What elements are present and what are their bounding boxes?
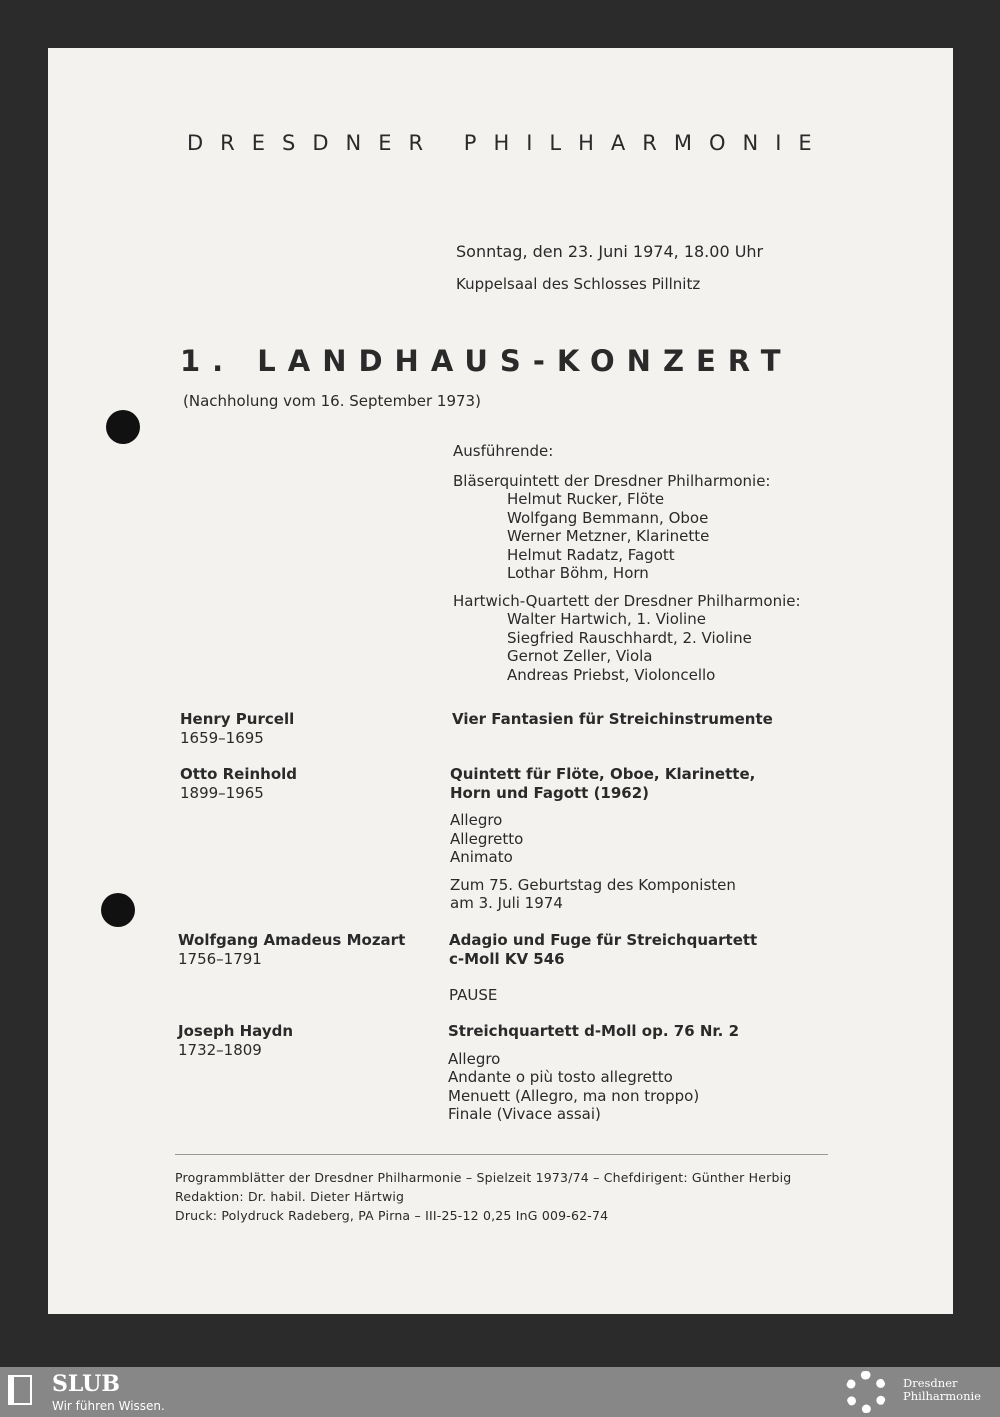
text-line: Wolfgang Amadeus Mozart bbox=[178, 931, 406, 949]
text-line: Quintett für Flöte, Oboe, Klarinette, bbox=[450, 765, 756, 783]
text-line: Druck: Polydruck Radeberg, PA Pirna – III-25-12 0,25 InG 009-62-74 bbox=[175, 1208, 609, 1223]
text-line: 1756–1791 bbox=[178, 949, 262, 968]
text-line: Streichquartett d-Moll op. 76 Nr. 2 bbox=[448, 1022, 740, 1040]
text-line: Adagio und Fuge für Streichquartett bbox=[449, 931, 758, 949]
text-line: Dresdner bbox=[903, 1376, 958, 1390]
group-name: Hartwich-Quartett der Dresdner Philharmonie: bbox=[453, 591, 801, 610]
member: Lothar Böhm, Horn bbox=[507, 564, 649, 582]
composer bbox=[178, 931, 405, 968]
member: Andreas Priebst, Violoncello bbox=[507, 665, 716, 684]
text-line: 1899–1965 bbox=[180, 783, 264, 802]
text-line: c-Moll KV 546 bbox=[449, 949, 565, 968]
book-icon bbox=[8, 1375, 32, 1405]
punch-hole bbox=[101, 893, 135, 927]
text-line: Allegro bbox=[450, 811, 503, 829]
work-title bbox=[452, 710, 773, 729]
work-title bbox=[449, 931, 757, 968]
member: Gernot Zeller, Viola bbox=[507, 647, 653, 665]
member: Helmut Rucker, Flöte bbox=[507, 490, 665, 508]
text-line: 1732–1809 bbox=[178, 1040, 262, 1059]
text-line: Animato bbox=[450, 848, 513, 866]
text-line: Henry Purcell bbox=[180, 710, 295, 728]
slub-logo[interactable]: SLUB bbox=[52, 1371, 120, 1397]
text-line: Zum 75. Geburtstag des Komponisten bbox=[450, 875, 736, 894]
event-venue: Kuppelsaal des Schlosses Pillnitz bbox=[456, 275, 701, 293]
event-date: Sonntag, den 23. Juni 1974, 18.00 Uhr bbox=[456, 242, 764, 261]
philharmonie-logo-icon bbox=[845, 1371, 887, 1413]
composer bbox=[180, 765, 297, 802]
member: Siegfried Rauschhardt, 2. Violine bbox=[507, 628, 752, 647]
header-title: DRESDNER PHILHARMONIE bbox=[187, 131, 829, 155]
performers bbox=[453, 442, 801, 684]
text-line: Vier Fantasien für Streichinstrumente bbox=[452, 710, 773, 728]
member: Walter Hartwich, 1. Violine bbox=[507, 610, 706, 628]
punch-hole bbox=[106, 410, 140, 444]
work bbox=[450, 765, 755, 913]
text-line: Programmblätter der Dresdner Philharmonie – Spielzeit 1973/74 – Chefdirigent: Günther Herbig bbox=[175, 1170, 792, 1185]
composer bbox=[178, 1022, 293, 1059]
text-line: Allegro bbox=[448, 1049, 501, 1068]
group-name: Bläserquintett der Dresdner Philharmonie: bbox=[453, 471, 771, 490]
text-line: Menuett (Allegro, ma non troppo) bbox=[448, 1086, 700, 1105]
text-line: am 3. Juli 1974 bbox=[450, 894, 563, 912]
footer bbox=[175, 1168, 791, 1225]
text-line: Otto Reinhold bbox=[180, 765, 298, 783]
divider bbox=[175, 1154, 828, 1155]
text-line: Joseph Haydn bbox=[178, 1022, 294, 1040]
slub-slogan: Wir führen Wissen. bbox=[52, 1399, 165, 1413]
bottom-bar bbox=[0, 1367, 1000, 1417]
text-line: 1659–1695 bbox=[180, 728, 264, 747]
member: Helmut Radatz, Fagott bbox=[507, 545, 675, 564]
pause-label: PAUSE bbox=[449, 986, 498, 1004]
text-line: Philharmonie bbox=[903, 1389, 981, 1403]
text-line: Horn und Fagott (1962) bbox=[450, 783, 650, 802]
concert-subtitle: (Nachholung vom 16. September 1973) bbox=[183, 392, 481, 410]
member: Wolfgang Bemmann, Oboe bbox=[507, 508, 709, 527]
text-line: Andante o più tosto allegretto bbox=[448, 1068, 673, 1086]
text-line: Redaktion: Dr. habil. Dieter Härtwig bbox=[175, 1189, 405, 1204]
work bbox=[448, 1022, 739, 1124]
composer bbox=[180, 710, 294, 747]
member: Werner Metzner, Klarinette bbox=[507, 527, 710, 545]
text-line: Allegretto bbox=[450, 829, 524, 848]
partner-logo[interactable] bbox=[903, 1377, 981, 1403]
text-line: Finale (Vivace assai) bbox=[448, 1105, 601, 1123]
performers-label: Ausführende: bbox=[453, 442, 554, 460]
concert-title: 1. LANDHAUS-KONZERT bbox=[180, 344, 793, 378]
